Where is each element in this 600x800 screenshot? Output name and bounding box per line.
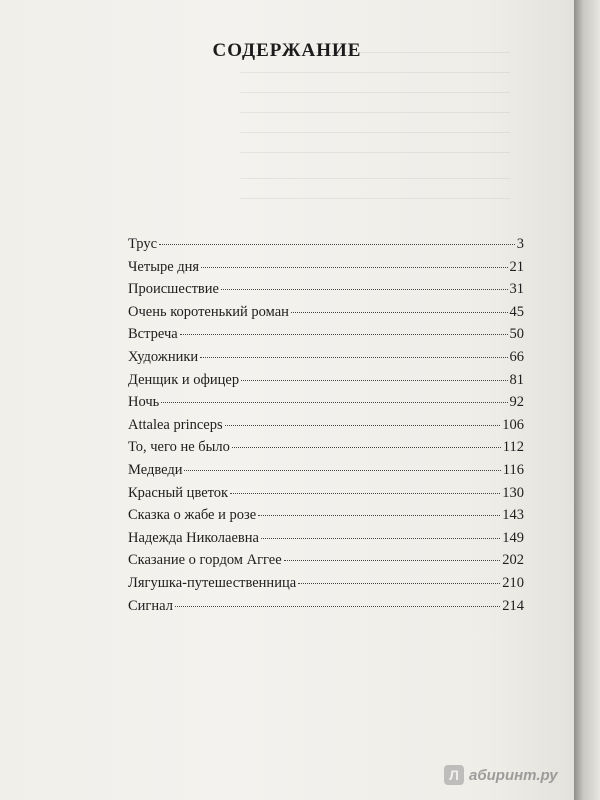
toc-entry-page: 143 [502,507,524,524]
show-through-line [240,152,510,153]
toc-entry-page: 92 [509,394,524,411]
toc-entry-page: 214 [502,597,524,614]
dot-leader [258,515,500,516]
page-title: СОДЕРЖАНИЕ [212,40,362,61]
labirint-logo: Л [444,765,464,785]
show-through-line [240,132,510,133]
toc-entry [128,485,524,508]
toc-entry-title: Ночь [128,394,160,411]
dot-leader [232,447,501,448]
show-through-line [240,178,510,179]
show-through-line [240,72,510,73]
toc-entry-page: 130 [502,484,524,501]
dot-leader [291,312,508,313]
toc-entry [128,304,524,327]
toc-entry-page: 66 [509,348,524,365]
dot-leader [161,402,507,403]
dot-leader [200,357,507,358]
toc-entry-page: 31 [509,281,524,298]
toc-entry [128,507,524,530]
toc-entry-page: 149 [502,529,524,546]
toc-entry-page: 3 [516,236,524,252]
dot-leader [221,289,508,290]
toc-entry [128,281,524,304]
toc-entry-page: 210 [502,574,524,591]
dot-leader [159,244,515,245]
dot-leader [201,267,507,268]
toc-entry-page: 116 [502,461,524,478]
toc-entry [128,598,524,621]
toc-entry [128,372,524,395]
show-through-line [240,112,510,113]
dot-leader [261,538,500,539]
toc-entry [128,552,524,575]
toc-entry-title: Attalea princeps [128,416,223,433]
toc-entry-title: Надежда Николаевна [128,529,259,546]
toc-entry [128,349,524,372]
dot-leader [284,560,501,561]
toc-entry-title: Денщик и офицер [128,371,240,388]
toc-entry [128,259,524,282]
toc-entry-page: 202 [502,552,524,569]
toc-entry-title: Сигнал [128,597,173,614]
toc-entry [128,326,524,349]
toc-entry-title: Трус [128,236,158,252]
dot-leader [175,606,500,607]
toc-entry-title: Сказание о гордом Аггее [128,552,282,569]
watermark-text: абиринт.ру [469,766,558,784]
toc-entry-page: 112 [502,439,524,456]
toc-entry [128,462,524,485]
dot-leader [180,334,508,335]
toc-entry-title: Очень коротенький роман [128,303,289,320]
show-through-line [240,198,510,199]
toc-entry-title: Красный цветок [128,484,229,501]
toc-entry-title: Художники [128,348,199,365]
toc-entry [128,439,524,462]
toc-entry-title: Встреча [128,326,178,343]
toc-entry-page: 106 [502,416,524,433]
toc-entry-title: Четыре дня [128,258,200,275]
toc-entry-title: То, чего не было [128,439,230,456]
toc-entry-title: Лягушка-путешественница [128,574,297,591]
dot-leader [298,583,500,584]
dot-leader [241,380,507,381]
dot-leader [230,493,500,494]
dot-leader [184,470,500,471]
dot-leader [225,425,501,426]
toc-entry [128,394,524,417]
book-spine-edge [574,0,600,800]
toc-entry-page: 81 [509,371,524,388]
toc-entry [128,530,524,553]
labirint-watermark [444,763,558,787]
toc-entry [128,417,524,440]
toc-entry-title: Медведи [128,461,183,478]
toc-entry-page: 50 [509,326,524,343]
toc-entry-title: Сказка о жабе и розе [128,507,257,524]
toc-entry [128,236,524,259]
toc-entry-page: 21 [509,258,524,275]
table-of-contents [128,236,524,620]
show-through-line [240,92,510,93]
toc-entry [128,575,524,598]
toc-entry-title: Происшествие [128,281,219,298]
toc-entry-page: 45 [509,303,524,320]
